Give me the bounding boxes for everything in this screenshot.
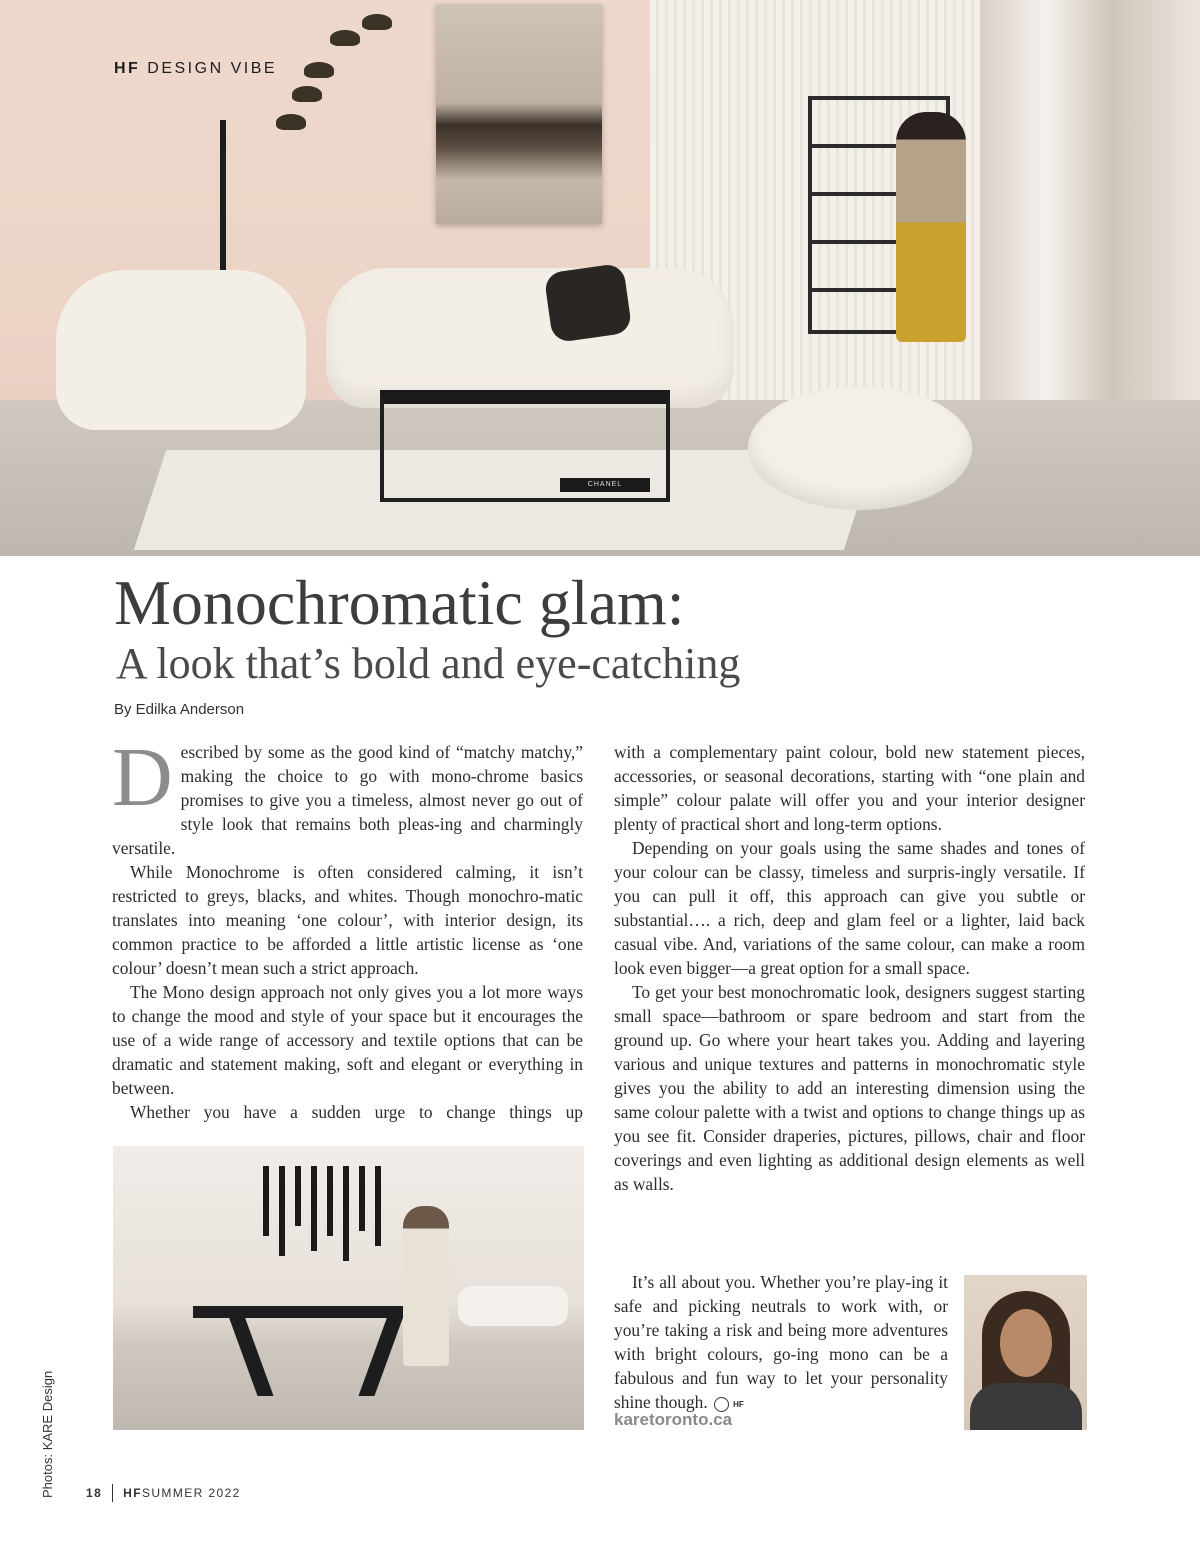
page-number: 18 [86,1486,103,1500]
page-footer [86,1484,241,1502]
kicker-section: DESIGN VIBE [147,60,278,77]
byline: By Edilka Anderson [114,701,245,718]
body-column-left [112,731,583,1124]
armchair [56,270,306,430]
couple [403,1206,449,1366]
paragraph: Depending on your goals using the same shades and tones of your colour can be classy, timeless and surpris-ingly versatile. If you can pull it off, this approach can give you subtle or substantial…. a rich, deep and glam feel or a lighter, laid back casual vibe. And, variations of the same colour, can make a room look even bigger—a great option for a small space. [614,838,1085,978]
wall-painting [436,4,602,224]
lamp-shade [304,62,334,78]
pendant-light [359,1166,365,1231]
pendant-light [263,1166,269,1236]
paragraph: The Mono design approach not only gives you a lot more ways to change the mood and style of your space but it encourages the use of a wide range of accessory and textile options that can be dramatic and statement making, soft and elegant or everything in between. [112,982,583,1098]
woman-at-shelf [896,112,966,342]
closing-paragraph: It’s all about you. Whether you’re play-ing it safe and picking neutrals to work with, or you’re taking a risk and being more adventures with bright colours, go-ing mono can be a fabulous and fun way to let your personality shine though. HF [614,1272,948,1412]
black-pillow [544,263,633,343]
window [980,0,1200,420]
website-link[interactable]: karetoronto.ca [614,1410,733,1429]
lamp-shade [330,30,360,46]
hero-photo [0,0,1200,556]
pendant-light [311,1166,317,1251]
footer-brand: HF [123,1486,142,1500]
article-subtitle: A look that’s bold and eye-catching [116,639,741,688]
paragraph: Described by some as the good kind of “matchy matchy,” making the choice to go with mono-chrome basics promises to give you a timeless, almost never go out of style look that remains both pleas-ing and charmingly versatile. [112,731,583,858]
pendant-light [343,1166,349,1261]
kicker-brand: HF [114,60,141,77]
pendant-light [327,1166,333,1236]
author-portrait [964,1275,1087,1430]
pouf [748,386,972,510]
table-leg [358,1316,403,1396]
footer-issue: SUMMER 2022 [141,1486,241,1500]
pendant-light [295,1166,301,1226]
pendant-light [375,1166,381,1246]
sofa [326,268,734,408]
portrait-jacket [970,1383,1082,1430]
drop-cap: D [112,731,173,824]
body-column-right [614,740,1085,1196]
table-leg [228,1316,273,1396]
paragraph: with a complementary paint colour, bold new statement pieces, accessories, or seasonal decorations, starting with “one plain and simple” colour palate will offer you and your interior designer plenty of practical short and long-term options. [614,742,1085,834]
lamp-shade [362,14,392,30]
book-label: CHANEL [560,478,650,492]
paragraph: To get your best monochromatic look, designers suggest starting small space—bathroom or spare bedroom and start from the ground up. Go where your heart takes you. Adding and layering various and unique textures and patterns in monochromatic style gives you the ability to add an interesting dimension using the same colour palette with a twist and options to change things up as you see fit. Consider draperies, pictures, pillows, chair and floor coverings and even lighting as additional design elements as well as walls. [614,982,1085,1194]
pendant-light [279,1166,285,1256]
background-sofa [458,1286,568,1326]
end-mark-icon: HF [714,1397,729,1412]
paragraph: While Monochrome is often considered calming, it isn’t restricted to greys, blacks, and whites. Though monochro-matic translates into meaning ‘one colour’, with interior design, its common practice to be afforded a little artistic license as ‘one colour’ doesn’t mean such a strict approach. [112,862,583,978]
footer-divider [112,1484,113,1502]
photo-credit: Photos: KARE Design [40,1370,55,1498]
article-title: Monochromatic glam: [114,567,685,638]
portrait-face [1000,1309,1052,1377]
lamp-shade [292,86,322,102]
paragraph: Whether you have a sudden urge to change things up [130,1102,583,1122]
section-kicker [114,60,277,78]
lamp-shade [276,114,306,130]
dining-room-photo [113,1146,584,1430]
